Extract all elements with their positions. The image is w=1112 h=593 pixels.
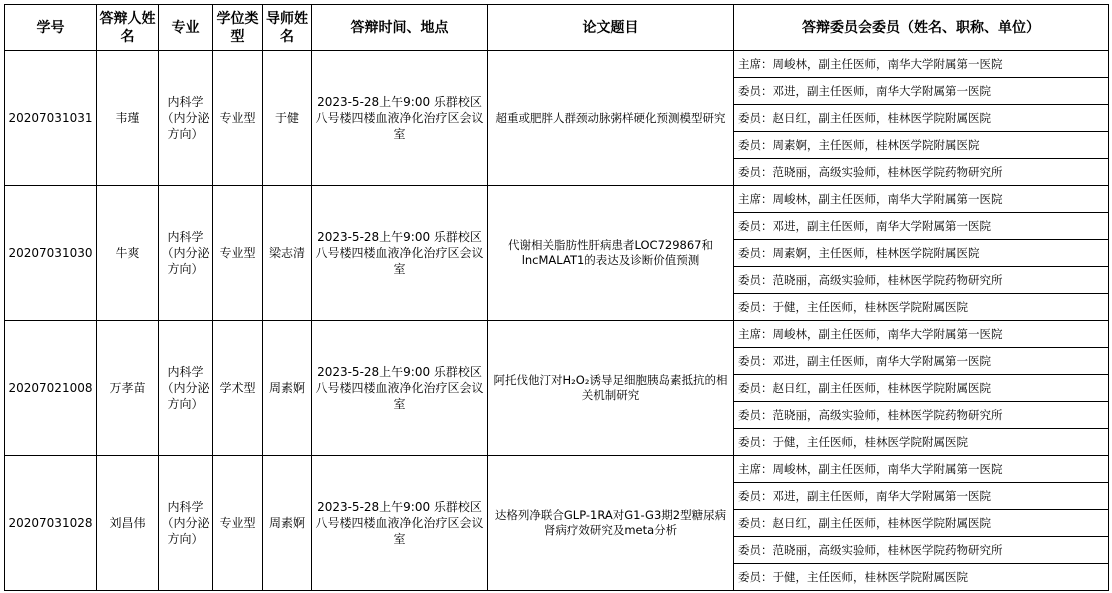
- major-cell: 内科学（内分泌方向）: [159, 186, 213, 321]
- committee-member-cell: 委员：邓进，副主任医师，南华大学附属第一医院: [734, 213, 1109, 240]
- thesis-title-cell: 阿托伐他汀对H₂O₂诱导足细胞胰岛素抵抗的相关机制研究: [488, 321, 734, 456]
- major-cell: 内科学（内分泌方向）: [159, 51, 213, 186]
- committee-member-cell: 委员：范晓丽，高级实验师，桂林医学院药物研究所: [734, 402, 1109, 429]
- student-id-cell: 20207031028: [5, 456, 97, 591]
- advisor-cell: 周素婀: [263, 321, 312, 456]
- committee-member-cell: 委员：周素婀，主任医师，桂林医学院附属医院: [734, 240, 1109, 267]
- table-row: [5, 51, 1109, 78]
- committee-member-cell: 委员：邓进，副主任医师，南华大学附属第一医院: [734, 348, 1109, 375]
- committee-member-cell: 委员：于健，主任医师，桂林医学院附属医院: [734, 429, 1109, 456]
- student-id-cell: 20207021008: [5, 321, 97, 456]
- committee-member-cell: 主席：周峻林，副主任医师，南华大学附属第一医院: [734, 51, 1109, 78]
- committee-member-cell: 委员：范晓丽，高级实验师，桂林医学院药物研究所: [734, 159, 1109, 186]
- thesis-title-cell: 代谢相关脂肪性肝病患者LOC729867和lncMALAT1的表达及诊断价值预测: [488, 186, 734, 321]
- committee-member-cell: 委员：周素婀，主任医师，桂林医学院附属医院: [734, 132, 1109, 159]
- committee-member-cell: 委员：赵日红，副主任医师，桂林医学院附属医院: [734, 105, 1109, 132]
- advisor-cell: 梁志清: [263, 186, 312, 321]
- thesis-title-cell: 超重或肥胖人群颈动脉粥样硬化预测模型研究: [488, 51, 734, 186]
- degree-type-cell: 专业型: [213, 186, 263, 321]
- header-advisor: 导师姓名: [263, 5, 312, 51]
- advisor-cell: 于健: [263, 51, 312, 186]
- committee-member-cell: 委员：邓进，副主任医师，南华大学附属第一医院: [734, 483, 1109, 510]
- committee-member-cell: 主席：周峻林，副主任医师，南华大学附属第一医院: [734, 321, 1109, 348]
- time-place-cell: 2023-5-28上午9:00 乐群校区八号楼四楼血液净化治疗区会议室: [312, 51, 488, 186]
- header-row: [5, 5, 1109, 51]
- degree-type-cell: 专业型: [213, 456, 263, 591]
- header-thesis-title: 论文题目: [488, 5, 734, 51]
- student-id-cell: 20207031031: [5, 51, 97, 186]
- advisor-cell: 周素婀: [263, 456, 312, 591]
- student-name-cell: 韦瑾: [97, 51, 159, 186]
- committee-member-cell: 主席：周峻林，副主任医师，南华大学附属第一医院: [734, 186, 1109, 213]
- header-major: 专业: [159, 5, 213, 51]
- committee-member-cell: 委员：赵日红，副主任医师，桂林医学院附属医院: [734, 510, 1109, 537]
- table-row: [5, 456, 1109, 483]
- committee-member-cell: 委员：赵日红，副主任医师，桂林医学院附属医院: [734, 375, 1109, 402]
- committee-member-cell: 委员：邓进，副主任医师，南华大学附属第一医院: [734, 78, 1109, 105]
- table-row: [5, 186, 1109, 213]
- committee-member-cell: 主席：周峻林，副主任医师，南华大学附属第一医院: [734, 456, 1109, 483]
- major-cell: 内科学（内分泌方向）: [159, 456, 213, 591]
- student-name-cell: 牛爽: [97, 186, 159, 321]
- thesis-title-cell: 达格列净联合GLP-1RA对G1-G3期2型糖尿病肾病疗效研究及meta分析: [488, 456, 734, 591]
- student-name-cell: 刘昌伟: [97, 456, 159, 591]
- defense-schedule-table: [4, 4, 1109, 591]
- header-name: 答辩人姓名: [97, 5, 159, 51]
- major-cell: 内科学（内分泌方向）: [159, 321, 213, 456]
- header-time-place: 答辩时间、地点: [312, 5, 488, 51]
- time-place-cell: 2023-5-28上午9:00 乐群校区八号楼四楼血液净化治疗区会议室: [312, 321, 488, 456]
- time-place-cell: 2023-5-28上午9:00 乐群校区八号楼四楼血液净化治疗区会议室: [312, 186, 488, 321]
- degree-type-cell: 学术型: [213, 321, 263, 456]
- student-name-cell: 万孝苗: [97, 321, 159, 456]
- header-degree-type: 学位类型: [213, 5, 263, 51]
- header-student-id: 学号: [5, 5, 97, 51]
- committee-member-cell: 委员：于健，主任医师，桂林医学院附属医院: [734, 564, 1109, 591]
- committee-member-cell: 委员：范晓丽，高级实验师，桂林医学院药物研究所: [734, 537, 1109, 564]
- committee-member-cell: 委员：于健，主任医师，桂林医学院附属医院: [734, 294, 1109, 321]
- header-committee: 答辩委员会委员（姓名、职称、单位）: [734, 5, 1109, 51]
- committee-member-cell: 委员：范晓丽，高级实验师，桂林医学院药物研究所: [734, 267, 1109, 294]
- time-place-cell: 2023-5-28上午9:00 乐群校区八号楼四楼血液净化治疗区会议室: [312, 456, 488, 591]
- student-id-cell: 20207031030: [5, 186, 97, 321]
- degree-type-cell: 专业型: [213, 51, 263, 186]
- table-row: [5, 321, 1109, 348]
